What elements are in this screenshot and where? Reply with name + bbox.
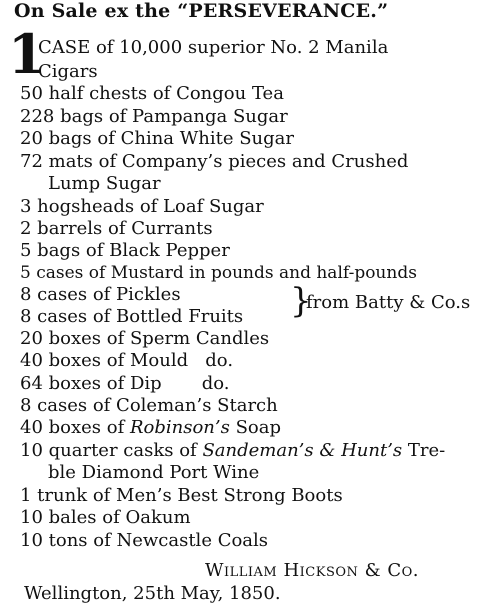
item-text: Tre-	[402, 440, 446, 461]
item-line: ble Diamond Port Wine	[48, 462, 260, 483]
item-line: 228 bags of Pampanga Sugar	[20, 106, 288, 127]
item-line: CASE of 10,000 superior No. 2 Manila	[38, 37, 389, 58]
item-line: 40 boxes of Mould do.	[20, 350, 234, 371]
item-line-port	[20, 440, 445, 462]
headline: On Sale ex the “PERSEVERANCE.”	[14, 0, 389, 22]
item-line: 10 tons of Newcastle Coals	[20, 530, 269, 551]
item-line: 1 trunk of Men’s Best Strong Boots	[20, 485, 343, 506]
brand-name: Robinson’s	[129, 417, 230, 438]
item-line: 8 cases of Pickles	[20, 284, 181, 305]
item-line: 5 bags of Black Pepper	[20, 240, 230, 261]
item-line: 10 bales of Oakum	[20, 507, 191, 528]
brace-label: from Batty & Co.s	[306, 292, 471, 313]
item-line: 8 cases of Coleman’s Starch	[20, 395, 278, 416]
item-line: 50 half chests of Congou Tea	[20, 83, 284, 104]
item-line: 2 barrels of Currants	[20, 218, 213, 239]
item-text: 40 boxes of	[20, 417, 130, 438]
brace-icon: }	[290, 281, 312, 321]
signature-text: William Hickson & Co.	[205, 560, 420, 581]
item-text: 10 quarter casks of	[20, 440, 203, 461]
item-line: 72 mats of Company’s pieces and Crushed	[20, 151, 409, 172]
item-line: 20 bags of China White Sugar	[20, 128, 294, 149]
dateline: Wellington, 25th May, 1850.	[24, 583, 281, 604]
item-text: Soap	[229, 417, 282, 438]
item-line: 20 boxes of Sperm Candles	[20, 328, 270, 349]
item-line: Cigars	[38, 61, 98, 82]
drop-cap: 1	[8, 22, 46, 86]
item-line: 64 boxes of Dip do.	[20, 373, 230, 394]
item-line-robinson	[20, 417, 281, 439]
signature	[205, 560, 419, 581]
brand-name: Sandeman’s & Hunt’s	[202, 440, 403, 461]
item-line: 5 cases of Mustard in pounds and half-pounds	[20, 263, 417, 283]
item-line: 3 hogsheads of Loaf Sugar	[20, 196, 264, 217]
item-line: 8 cases of Bottled Fruits	[20, 306, 244, 327]
item-line: Lump Sugar	[48, 173, 161, 194]
